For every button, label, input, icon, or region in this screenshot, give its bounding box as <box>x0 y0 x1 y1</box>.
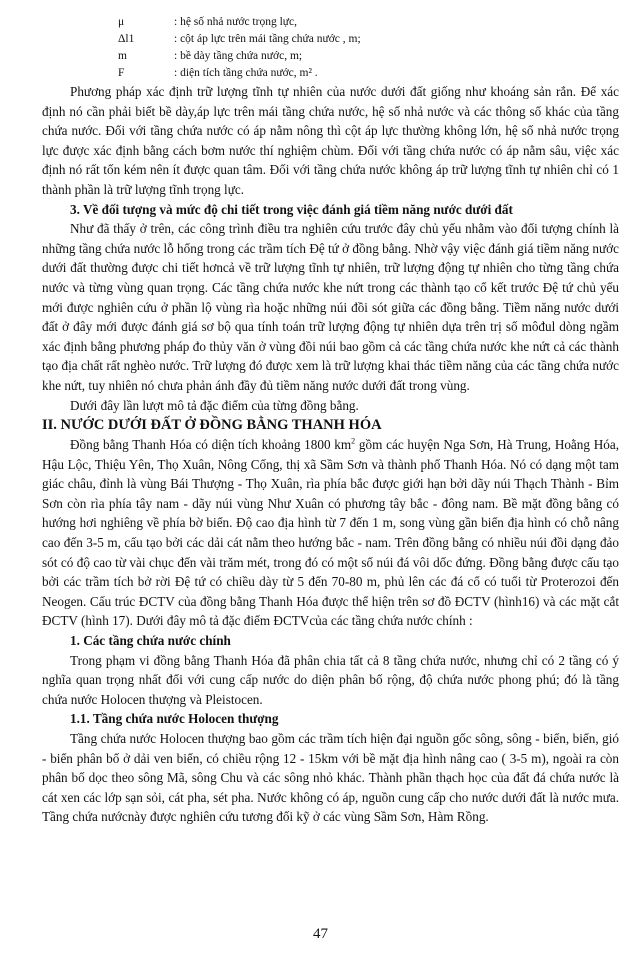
definition-text: : diện tích tầng chứa nước, m² . <box>174 67 318 79</box>
definition-text: : bề dày tầng chứa nước, m; <box>174 50 303 62</box>
chapter-heading-thanh-hoa: II. NƯỚC DƯỚI ĐẤT Ở ĐỒNG BẰNG THANH HÓA <box>42 417 382 434</box>
paragraph-intro-deltas: Dưới đây lần lượt mô tả đặc điểm của từng đồng bằng. <box>70 397 359 413</box>
paragraph-main-aquifers: Trong phạm vi đồng bằng Thanh Hóa đã phân chia tất cả 8 tầng chứa nước, nhưng chỉ có 2 tầng có ý nghĩa quan trọng nhất đối với cung cấp nước do diện phân bố rộng, độ chứa nước phong phú; đó là tầng chứa nước Holocen thượng và Pleistocen. <box>42 652 619 707</box>
definition-symbol: m <box>118 50 127 62</box>
subsection-heading-1-1: 1.1. Tầng chứa nước Holocen thượng <box>70 711 279 727</box>
superscript-2: 2 <box>351 436 356 446</box>
section-heading-3: 3. Về đối tượng và mức độ chi tiết trong việc đánh giá tiềm năng nước dưới đất <box>70 201 513 217</box>
overview-text-rest: gồm các huyện Nga Sơn, Hà Trung, Hoằng Hóa, Hậu Lộc, Thiệu Yên, Thọ Xuân, Nông Cống, thị xã Sầm Sơn và thành phố Thanh Hóa. Nó có dạng một tam giác châu, đỉnh là vùng Bái Thượng - Thọ Xuân, rìa phía bắc được giới hạn bởi dãy núi Thạch Thành - Bỉm Sơn còn rìa phía tây nam - dãy núi vùng Như Xuân có phương tây bắc - đông nam. Bề mặt đồng bằng có hướng hơi nghiêng về phía bờ biển. Độ cao địa hình từ 7 đến 1 m, song vùng gần biển địa hình có chỗ nâng cao đến 3-5 m, cấu tạo bởi các dải cát nằm theo hướng bắc - nam. Trên đồng bằng có nhiều núi đồi dạng đảo sót có độ cao từ vài chục đến vài trăm mét, trong đó có một số núi đá vôi dốc đứng. Đồng bằng được cấu tạo bởi các trầm tích bở rời Đệ tứ có chiều dày từ 5 đến 70-80 m, phủ lên các đá cổ có tuổi từ Proterozoi đến Neogen. Cấu trúc ĐCTV của đồng bằng Thanh Hóa được thể hiện trên sơ đồ ĐCTV (hình16) và các mặt cắt ĐCTV (hình 17). Dưới đây mô tả đặc điểm ĐCTVcủa các tầng chứa nước chính : <box>42 437 619 629</box>
subsection-heading-1: 1. Các tầng chứa nước chính <box>70 633 231 649</box>
definition-symbol: Δl1 <box>118 33 135 45</box>
definition-row <box>118 48 619 65</box>
definition-row <box>118 65 619 82</box>
definition-text: : cột áp lực trên mái tầng chứa nước , m; <box>174 33 361 45</box>
definition-symbol: F <box>118 67 125 79</box>
page-number: 47 <box>313 926 328 942</box>
paragraph-holocene-aquifer: Tầng chứa nước Holocen thượng bao gồm các trầm tích hiện đại nguồn gốc sông, sông - biển, biển, gió - biển phân bố ở dải ven biển, có chiều rộng 12 - 15km với bề mặt địa hình nâng cao ( 3-5 m), ngoài ra còn phân bố dọc theo sông Mã, sông Chu và các sông nhỏ khác. Thành phần thạch học của đất đá chứa nước là cát xen các lớp sạn sỏi, cát pha, sét pha. Nước không có áp, nguồn cung cấp cho nước dưới đất là nước mưa. Tầng chứa nướcnày được nghiên cứu tương đối kỹ ở các vùng Sầm Sơn, Hàm Rồng. <box>42 731 619 825</box>
definition-symbol: μ <box>118 16 125 28</box>
definition-text: : hệ số nhả nước trọng lực, <box>174 16 297 28</box>
paragraph-static-reserve-method: Phương pháp xác định trữ lượng tĩnh tự nhiên của nước dưới đất giống như khoáng sản rắn. Để xác định nó cần phải biết bề dày,áp lực trên mái tầng chứa nước, hệ số nhả nước và các thông số khác của tầng chứa nước. Đối với tầng chứa nước có áp nằm nông thì cột áp lực thường không lớn, hệ số nhả nước trọng lực được xác định bằng cách bơm nước thí nghiệm chùm. Đối với tầng chứa nước có áp nằm sâu, việc xác định nó rất tốn kém nên ít được quan tâm. Đối với tầng chứa nước không áp trữ lượng tĩnh tự nhiên chỉ có 1 thành phần là trữ lượng tĩnh trọng lực. <box>42 84 619 197</box>
definition-row <box>118 14 619 31</box>
definition-row <box>118 31 619 48</box>
overview-text-start: Đồng bằng Thanh Hóa có diện tích khoảng 1800 km <box>70 437 352 453</box>
symbol-definitions <box>118 14 619 82</box>
paragraph-research-scope: Như đã thấy ở trên, các công trình điều tra nghiên cứu trước đây chủ yếu nhằm vào đối tượng chính là những tầng chứa nước lỗ hổng trong các trầm tích Đệ tứ ở đồng bằng. Nhờ vậy việc đánh giá tiềm năng nước dưới đất thường được chi tiết hơncả về trữ lượng tĩnh tự nhiên, trữ lượng động tự nhiên cho từng tầng chứa nước và từng vùng quan trọng. Các tầng chứa nước khe nứt trong các thành tạo cổ kết trước Đệ tứ chủ yếu mới được nghiên cứu ở phần lộ vùng rìa hoặc những núi đồi sót giữa các đồng bằng. Tiềm năng nước dưới đất ở đây mới được đánh giá sơ bộ qua tính toán trữ lượng động tự nhiên dựa trên trị số môđul dòng ngầm xác định bằng phương pháp đo thủy văn ở vùng đồi núi bao gồm cả các tầng chứa nước khe nứt cả các thành tạo địa chất rất nghèo nước. Trữ lượng đó được xem là trữ lượng khai thác tiềm năng của các tầng chứa nước khe nứt, tuy nhiên nó chưa phản ánh đầy đủ tiềm năng nước dưới đất trong vùng. <box>42 221 619 393</box>
paragraph-thanh-hoa-overview <box>42 435 619 631</box>
